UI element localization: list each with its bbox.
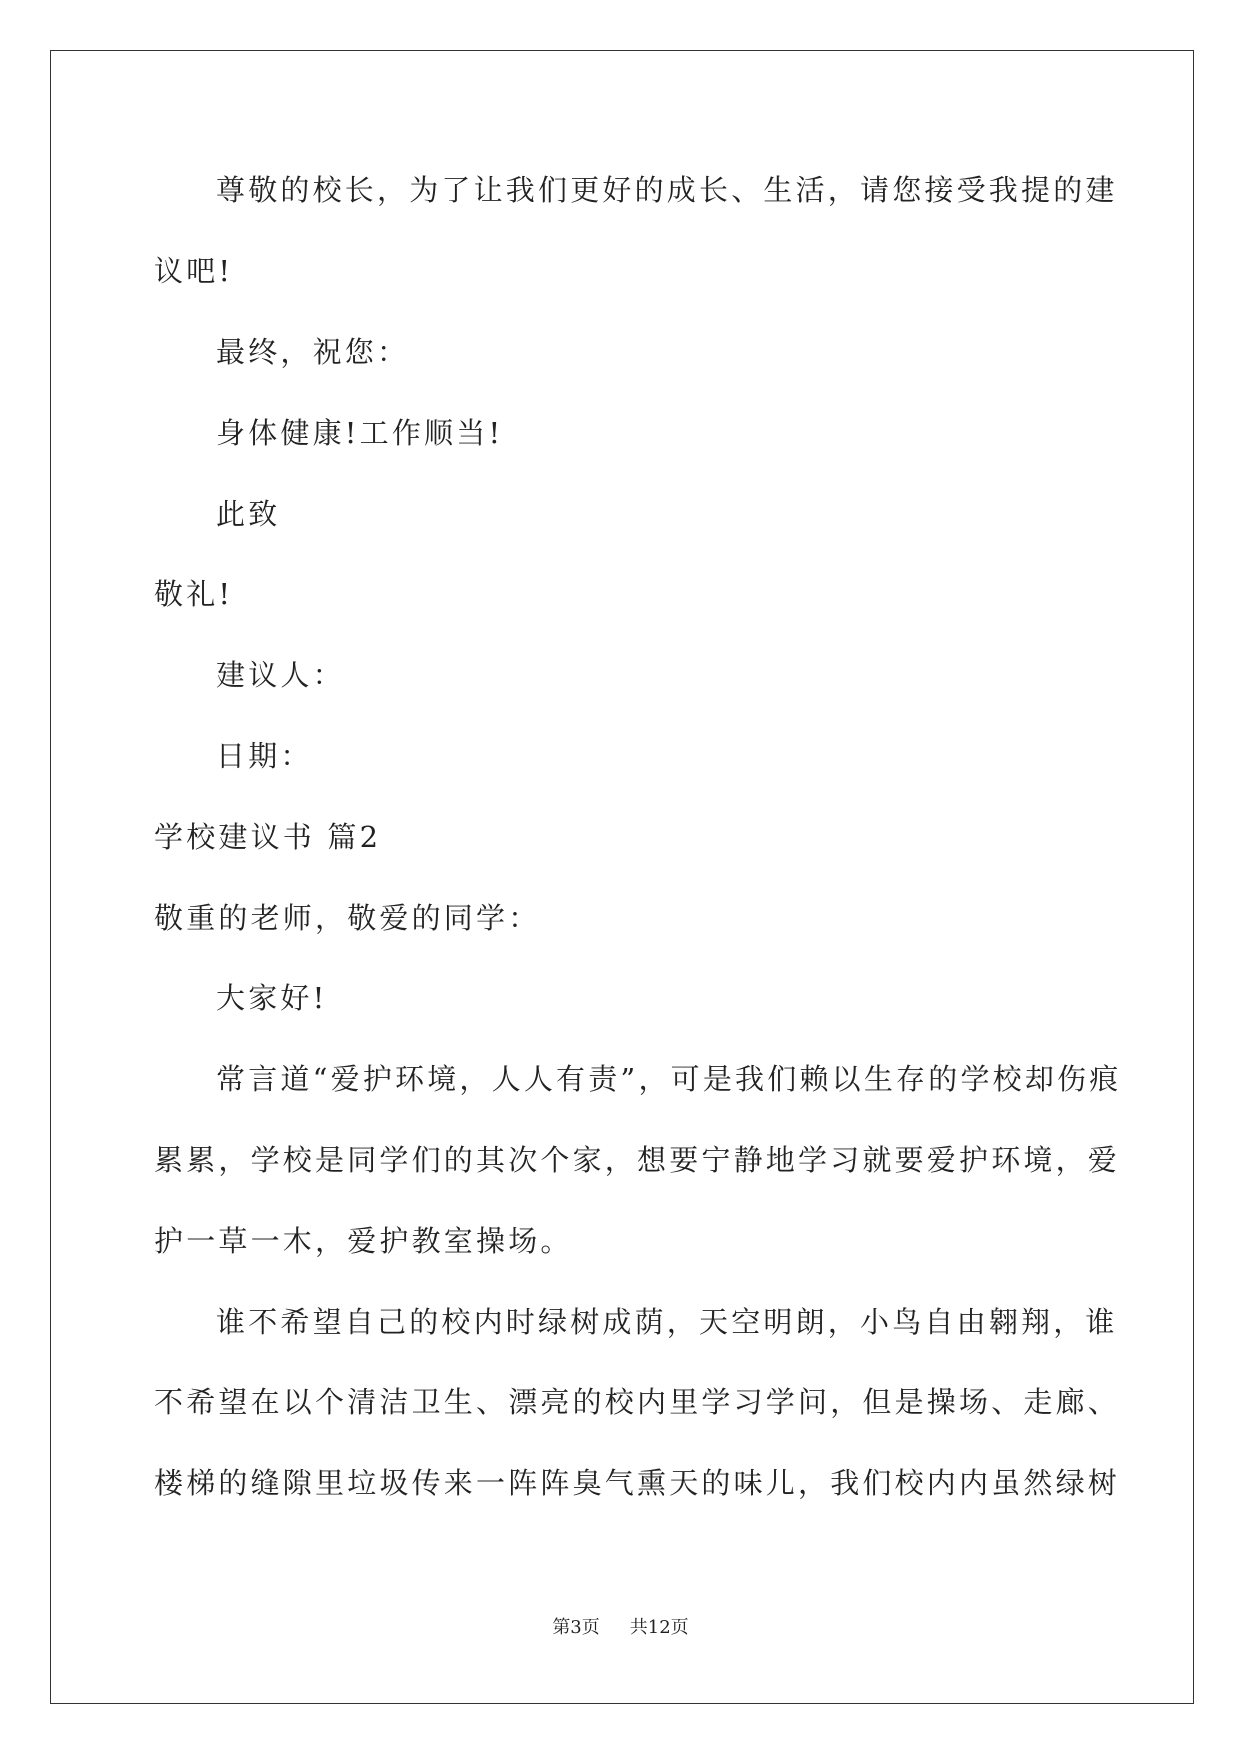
paragraph-line: 不希望在以个清洁卫生、漂亮的校内里学习学问，但是操场、走廊、 — [154, 1385, 1121, 1419]
paragraph-line: 谁不希望自己的校内时绿树成荫，天空明朗，小鸟自由翱翔，谁 — [216, 1305, 1118, 1339]
closing-line: 最终，祝您： — [216, 335, 410, 369]
closing-line: 身体健康!工作顺当! — [216, 416, 504, 450]
page-footer — [0, 1616, 1241, 1640]
salutation-line: 敬重的老师，敬爱的同学： — [154, 901, 541, 935]
paragraph-line: 常言道“爱护环境，人人有责”，可是我们赖以生存的学校却伤痕 — [216, 1062, 1122, 1096]
signature-line: 建议人： — [216, 658, 345, 692]
date-line: 日期： — [216, 739, 313, 773]
paragraph-line: 护一草一木，爱护教室操场。 — [154, 1224, 573, 1258]
paragraph-line: 议吧! — [154, 254, 234, 288]
paragraph-line: 累累，学校是同学们的其次个家，想要宁静地学习就要爱护环境，爱 — [154, 1143, 1121, 1177]
closing-line: 此致 — [216, 497, 281, 531]
page-border — [50, 50, 1194, 1704]
closing-line: 敬礼! — [154, 577, 234, 611]
section-heading: 学校建议书 篇2 — [154, 820, 382, 854]
paragraph-line: 尊敬的校长，为了让我们更好的成长、生活，请您接受我提的建 — [216, 173, 1118, 207]
page-number: 第3页 — [552, 1617, 600, 1638]
greeting-line: 大家好! — [216, 981, 328, 1015]
page-total: 共12页 — [629, 1617, 689, 1638]
paragraph-line: 楼梯的缝隙里垃圾传来一阵阵臭气熏天的味儿，我们校内内虽然绿树 — [154, 1466, 1121, 1500]
